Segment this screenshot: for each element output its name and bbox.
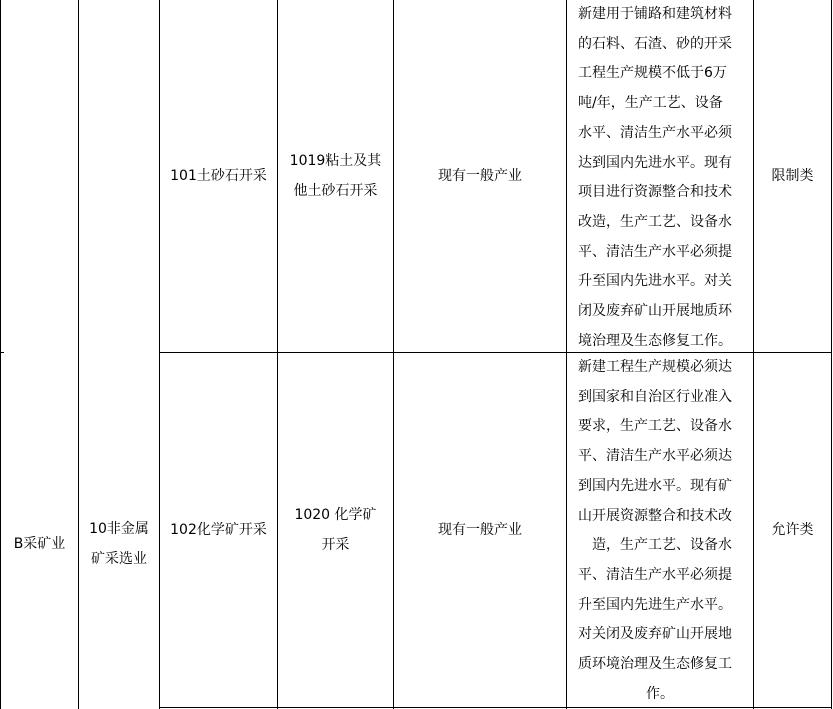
row1-industry-minor-cell bbox=[278, 0, 393, 352]
row2-industry-medium: 102化学矿开采 bbox=[170, 522, 267, 538]
row2-positioning: 现有一般产业 bbox=[438, 522, 522, 538]
requirement-line: 平、清洁生产水平必须提 bbox=[578, 243, 732, 260]
requirement-line: 作。 bbox=[646, 685, 674, 702]
requirement-line: 新建用于铺路和建筑材料 bbox=[578, 6, 732, 22]
row2-industry-minor: 1020 化学矿开采 bbox=[294, 507, 377, 553]
requirement-line: 达到国内先进水平。现有 bbox=[578, 154, 732, 171]
row2-category: 允许类 bbox=[771, 522, 814, 538]
requirement-line: 到国内先进水平。现有矿 bbox=[578, 477, 732, 494]
requirement-line: 吨/年，生产工艺、设备 bbox=[578, 95, 723, 112]
row2-positioning-cell bbox=[394, 353, 566, 707]
requirement-line: 项目进行资源整合和技术 bbox=[578, 184, 732, 201]
row2-requirements bbox=[578, 353, 732, 709]
row2-industry-minor-cell bbox=[278, 353, 393, 707]
row1-requirements bbox=[578, 0, 732, 356]
requirement-line: 造，生产工艺、设备水 bbox=[592, 537, 732, 554]
row1-category-cell bbox=[754, 0, 831, 352]
col-line-6 bbox=[566, 0, 567, 709]
requirement-line: 工程生产规模不低于6万 bbox=[578, 65, 727, 82]
industry-major: 10非金属矿采选业 bbox=[89, 520, 149, 567]
industry-category: B采矿业 bbox=[13, 535, 66, 552]
col-line-8 bbox=[831, 0, 832, 709]
row2-industry-medium-cell bbox=[160, 353, 277, 707]
row1-industry-minor: 1019粘土及其他土砂石开采 bbox=[289, 153, 382, 199]
requirement-line: 新建工程生产规模必须达 bbox=[578, 359, 732, 375]
requirement-line: 质环境治理及生态修复工 bbox=[578, 656, 732, 673]
row1-category: 限制类 bbox=[771, 168, 814, 184]
row1-industry-medium-cell bbox=[160, 0, 277, 352]
requirement-line: 水平、清洁生产水平必须 bbox=[578, 124, 732, 141]
requirement-line: 闭及废弃矿山开展地质环 bbox=[578, 303, 732, 320]
row1-industry-medium: 101土砂石开采 bbox=[170, 168, 267, 184]
industry-category-cell bbox=[1, 0, 78, 709]
row1-positioning-cell bbox=[394, 0, 566, 352]
requirement-line: 改造，生产工艺、设备水 bbox=[578, 213, 732, 230]
requirement-line: 到国家和自治区行业准入 bbox=[578, 388, 732, 405]
requirement-line: 升至国内先进生产水平。 bbox=[578, 596, 732, 613]
row1-positioning: 现有一般产业 bbox=[438, 168, 522, 184]
requirement-line: 对关闭及废弃矿山开展地 bbox=[578, 626, 732, 643]
industry-major-cell bbox=[79, 0, 159, 709]
requirement-line: 要求，生产工艺、设备水 bbox=[578, 418, 732, 435]
requirement-line: 的石料、石渣、砂的开采 bbox=[578, 35, 732, 52]
requirement-line: 境治理及生态修复工作。 bbox=[578, 332, 732, 349]
row2-category-cell bbox=[754, 353, 831, 707]
requirement-line: 平、清洁生产水平必须达 bbox=[578, 448, 732, 465]
requirement-line: 升至国内先进水平。对关 bbox=[578, 273, 732, 290]
requirement-line: 山开展资源整合和技术改 bbox=[578, 507, 732, 524]
requirement-line: 平、清洁生产水平必须提 bbox=[578, 566, 732, 583]
